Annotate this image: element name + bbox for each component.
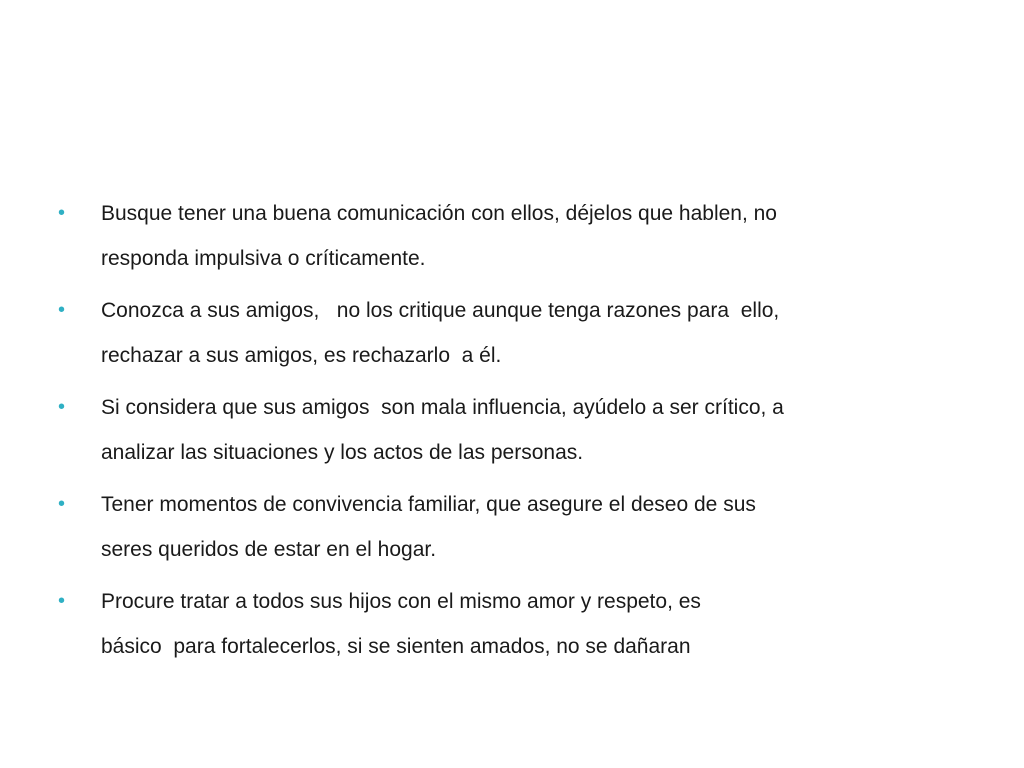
bullet-line: básico para fortalecerlos, si se sienten amados, no se dañaran — [101, 635, 691, 658]
bullet-line: analizar las situaciones y los actos de las personas. — [101, 441, 584, 464]
bullet-icon: • — [58, 493, 66, 515]
bullet-text — [101, 385, 978, 475]
bullet-line: Si considera que sus amigos son mala influencia, ayúdelo a ser crítico, a — [101, 396, 784, 419]
bullet-item — [58, 579, 978, 669]
bullet-item — [58, 191, 978, 281]
bullet-line: responda impulsiva o críticamente. — [101, 247, 426, 270]
bullet-line: Tener momentos de convivencia familiar, que asegure el deseo de sus — [101, 493, 756, 516]
bullet-icon: • — [58, 299, 66, 321]
bullet-line: rechazar a sus amigos, es rechazarlo a él. — [101, 344, 502, 367]
bullet-icon: • — [58, 396, 66, 418]
bullet-line: Procure tratar a todos sus hijos con el mismo amor y respeto, es — [101, 590, 701, 613]
bullet-text — [101, 579, 978, 669]
bullet-line: Busque tener una buena comunicación con ellos, déjelos que hablen, no — [101, 202, 777, 225]
bullet-item — [58, 482, 978, 572]
bullet-list — [58, 191, 978, 676]
bullet-text — [101, 288, 978, 378]
bullet-icon: • — [58, 590, 66, 612]
bullet-item — [58, 385, 978, 475]
bullet-line: seres queridos de estar en el hogar. — [101, 538, 437, 561]
bullet-text — [101, 482, 978, 572]
bullet-icon: • — [58, 202, 66, 224]
bullet-text — [101, 191, 978, 281]
bullet-line: Conozca a sus amigos, no los critique aunque tenga razones para ello, — [101, 299, 780, 322]
bullet-item — [58, 288, 978, 378]
